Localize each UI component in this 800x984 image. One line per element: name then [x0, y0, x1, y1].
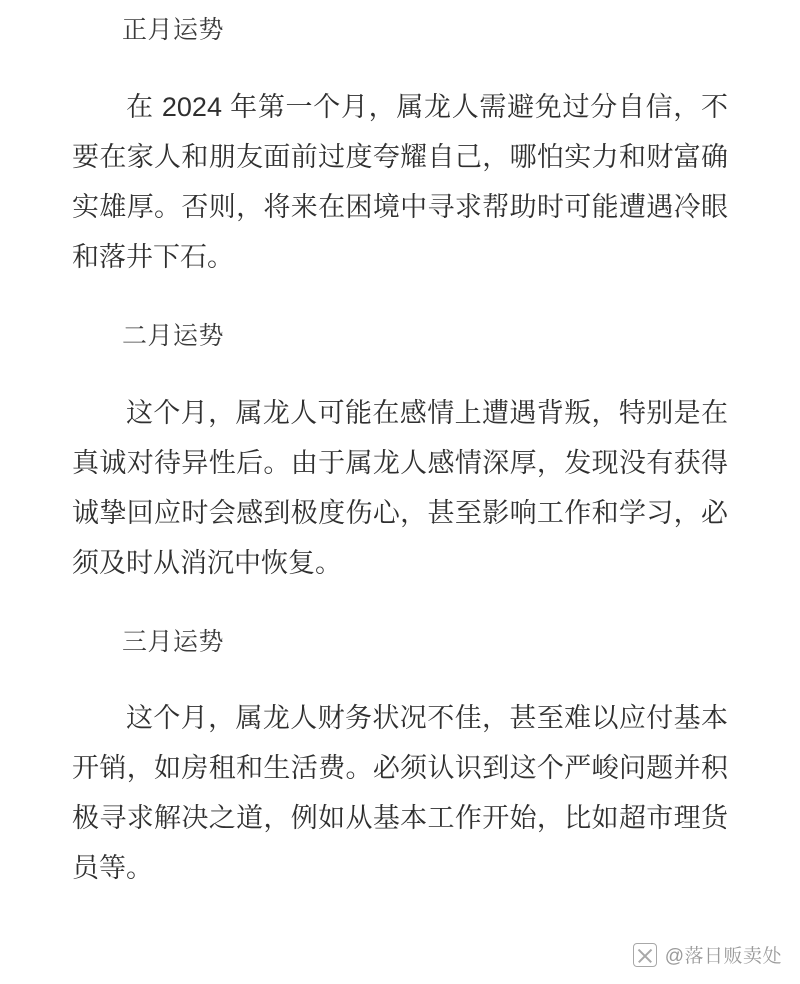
- section-heading: 三月运势: [122, 627, 225, 656]
- section-paragraph: 这个月，属龙人可能在感情上遭遇背叛，特别是在真诚对待异性后。由于属龙人感情深厚，发现没有获得诚挚回应时会感到极度伤心，甚至影响工作和学习，必须及时从消沉中恢复。: [72, 397, 728, 578]
- section-heading: 正月运势: [122, 16, 225, 44]
- watermark-text: @落日贩卖处: [664, 946, 782, 967]
- section-third-month: [72, 626, 728, 894]
- section-second-month: [72, 320, 728, 588]
- watermark-logo-icon: [633, 943, 657, 967]
- section-heading: 二月运势: [122, 321, 225, 350]
- watermark: [633, 941, 782, 968]
- section-paragraph: 这个月，属龙人财务状况不佳，甚至难以应付基本开销，如房租和生活费。必须认识到这个严峻问题并积极寻求解决之道，例如从基本工作开始，比如超市理货员等。: [72, 703, 728, 884]
- section-first-month: [72, 14, 728, 282]
- section-paragraph: 在 2024 年第一个月，属龙人需避免过分自信，不要在家人和朋友面前过度夸耀自己，哪怕实力和财富确实雄厚。否则，将来在困境中寻求帮助时可能遭遇冷眼和落井下石。: [72, 91, 728, 272]
